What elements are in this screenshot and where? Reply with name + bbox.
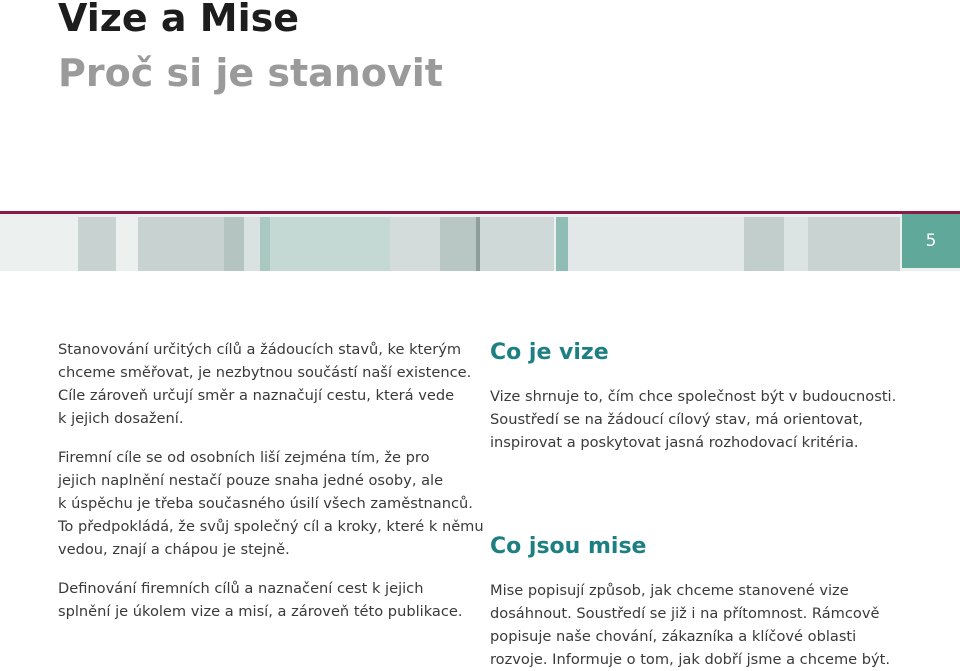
mission-paragraph xyxy=(490,579,930,671)
band-block xyxy=(744,217,784,271)
text-line: chceme směřovat, je nezbytnou součástí naší existence. xyxy=(58,364,472,381)
text-line: k jejich dosažení. xyxy=(58,410,184,427)
text-line: Stanovování určitých cílů a žádoucích stavů, ke kterým xyxy=(58,341,462,358)
definition-paragraph xyxy=(58,577,478,623)
text-line: Soustředí se na žádoucí cílový stav, má orientovat, xyxy=(490,411,863,428)
band-block xyxy=(556,217,568,271)
band-block xyxy=(78,217,116,271)
text-line: k úspěchu je třeba současného úsilí všech zaměstnanců. xyxy=(58,495,473,512)
band-block xyxy=(808,217,900,271)
vision-paragraph xyxy=(490,385,930,454)
band-block xyxy=(440,217,476,271)
text-line: splnění je úkolem vize a misí, a zároveň této publikace. xyxy=(58,603,463,620)
text-line: jejich naplnění nestačí pouze snaha jedné osoby, ale xyxy=(58,472,444,489)
band-block xyxy=(784,217,808,271)
intro-paragraph xyxy=(58,338,478,430)
decorative-band xyxy=(0,211,960,271)
text-line: inspirovat a poskytovat jasná rozhodovací kritéria. xyxy=(490,434,859,451)
text-line: rozvoje. Informuje o tom, jak dobří jsme a chceme být. xyxy=(490,651,891,668)
text-line: Definování firemních cílů a naznačení cest k jejich xyxy=(58,580,424,597)
band-block xyxy=(224,217,244,271)
text-line: dosáhnout. Soustředí se již i na přítomnost. Rámcově xyxy=(490,605,880,622)
band-block xyxy=(568,217,744,271)
band-block xyxy=(270,217,390,271)
text-line: vedou, znají a chápou je stejně. xyxy=(58,541,290,558)
band-block xyxy=(138,217,224,271)
text-line: Vize shrnuje to, čím chce společnost být v budoucnosti. xyxy=(490,388,897,405)
page-title: Vize a Mise xyxy=(58,0,299,40)
text-line: Mise popisují způsob, jak chceme stanovené vize xyxy=(490,582,849,599)
page-subtitle: Proč si je stanovit xyxy=(58,51,443,95)
vision-heading: Co je vize xyxy=(490,340,609,365)
band-block xyxy=(390,217,440,271)
band-block xyxy=(244,217,260,271)
company-goals-paragraph xyxy=(58,446,484,561)
page-number: 5 xyxy=(902,214,960,268)
text-line: Cíle zároveň určují směr a naznačují cestu, která vede xyxy=(58,387,455,404)
band-block xyxy=(260,217,270,271)
text-line: Firemní cíle se od osobních liší zejména tím, že pro xyxy=(58,449,430,466)
band-block xyxy=(480,217,554,271)
text-line: popisuje naše chování, zákazníka a klíčové oblasti xyxy=(490,628,857,645)
mission-heading: Co jsou mise xyxy=(490,534,647,559)
text-line: To předpokládá, že svůj společný cíl a kroky, které k němu xyxy=(58,518,484,535)
